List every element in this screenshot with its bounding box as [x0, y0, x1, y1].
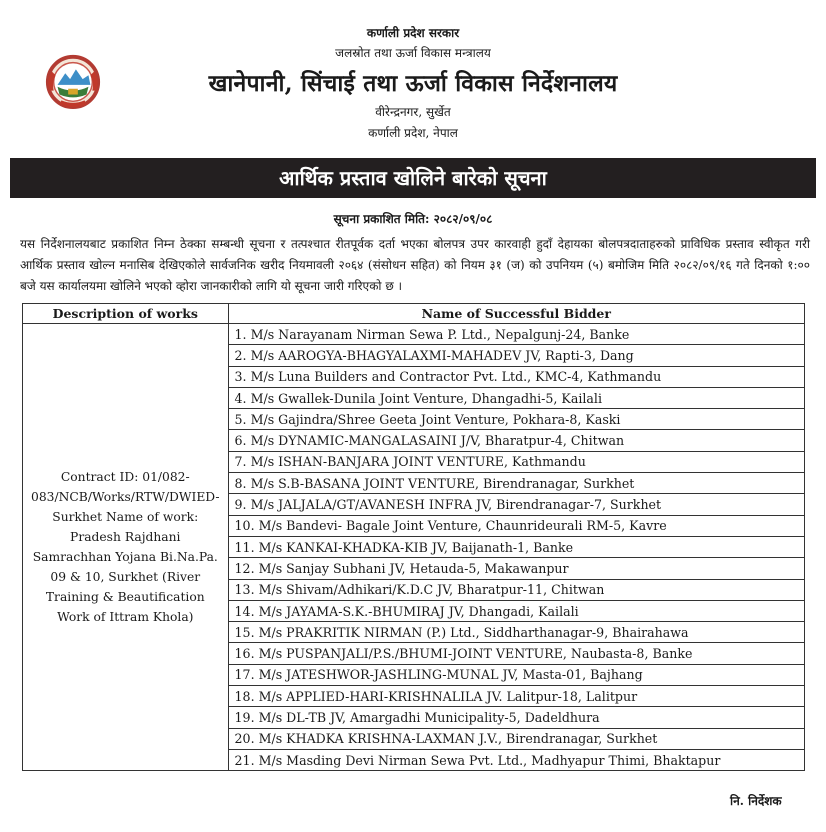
bidder-cell: 2. M/s AAROGYA-BHAGYALAXMI-MAHADEV JV, Rapti-3, Dang [228, 345, 804, 366]
bidder-cell: 18. M/s APPLIED-HARI-KRISHNALILA JV. Lalitpur-18, Lalitpur [228, 686, 804, 707]
description-column-header: Description of works [23, 304, 229, 324]
ministry-name: जलस्रोत तथा ऊर्जा विकास मन्त्रालय [335, 46, 491, 60]
bidder-cell: 4. M/s Gwallek-Dunila Joint Venture, Dhangadhi-5, Kailali [228, 387, 804, 408]
bidder-column-header: Name of Successful Bidder [228, 304, 804, 324]
bidder-cell: 5. M/s Gajindra/Shree Geeta Joint Venture, Pokhara-8, Kaski [228, 409, 804, 430]
bidder-cell: 21. M/s Masding Devi Nirman Sewa Pvt. Ltd., Madhyapur Thimi, Bhaktapur [228, 749, 804, 770]
table-header-row [23, 304, 805, 324]
bidder-cell: 9. M/s JALJALA/GT/AVANESH INFRA JV, Birendranagar-7, Surkhet [228, 494, 804, 515]
directorate-title: खानेपानी, सिंचाई तथा ऊर्जा विकास निर्देशनालय [208, 70, 618, 97]
bidder-cell: 14. M/s JAYAMA-S.K.-BHUMIRAJ JV, Dhangadi, Kailali [228, 600, 804, 621]
bidder-cell: 8. M/s S.B-BASANA JOINT VENTURE, Birendranagar, Surkhet [228, 473, 804, 494]
bidder-cell: 6. M/s DYNAMIC-MANGALASAINI J/V, Bharatpur-4, Chitwan [228, 430, 804, 451]
work-description: Contract ID: 01/082-083/NCB/Works/RTW/DWIED- Surkhet Name of work: Pradesh Rajdhani Samrachhan Yojana Bi.Na.Pa. 09 & 10, Surkhet (River Training & Beautification Work of Ittram Khola) [23, 324, 229, 771]
published-date: सूचना प्रकाशित मिति: २०८२/०९/०८ [333, 212, 493, 226]
bidder-cell: 15. M/s PRAKRITIK NIRMAN (P.) Ltd., Siddharthanagar-9, Bhairahawa [228, 622, 804, 643]
document-header [0, 0, 826, 150]
bidder-cell: 17. M/s JATESHWOR-JASHLING-MUNAL JV, Masta-01, Bajhang [228, 664, 804, 685]
bidder-cell: 11. M/s KANKAI-KHADKA-KIB JV, Baijanath-1, Banke [228, 536, 804, 557]
office-province: कर्णाली प्रदेश, नेपाल [368, 126, 458, 140]
bidder-cell: 13. M/s Shivam/Adhikari/K.D.C JV, Bharatpur-11, Chitwan [228, 579, 804, 600]
office-city: वीरेन्द्रनगर, सुर्खेत [375, 105, 451, 119]
table-row [23, 324, 805, 345]
government-name: कर्णाली प्रदेश सरकार [366, 26, 460, 40]
bidder-cell: 16. M/s PUSPANJALI/P.S./BHUMI-JOINT VENTURE, Naubasta-8, Banke [228, 643, 804, 664]
notice-title-banner: आर्थिक प्रस्ताव खोलिने बारेको सूचना [10, 158, 816, 198]
bidder-cell: 19. M/s DL-TB JV, Amargadhi Municipality-5, Dadeldhura [228, 707, 804, 728]
bidder-cell: 12. M/s Sanjay Subhani JV, Hetauda-5, Makawanpur [228, 558, 804, 579]
notice-body: यस निर्देशनालयबाट प्रकाशित निम्न ठेक्का सम्बन्धी सूचना र तत्पश्चात रीतपूर्वक दर्ता भएका बोलपत्र उपर कारवाही हुदाँ देहायका बोलपत्रदाताहरुको प्राविधिक प्रस्ताव स्वीकृत गरी आर्थिक प्रस्ताव खोल्न मनासिब देखिएकोले सार्वजनिक खरीद नियमावली २०६४ (संसोधन सहित) को नियम ३१ (ज) को उपनियम (५) बमोजिम मिति २०८२/०९/१६ गते दिनको १:०० बजे यस कार्यालयमा खोलिने भएको व्होरा जानकारीको लागि यो सूचना जारी गरिएको छ । [20, 237, 810, 293]
bidder-cell: 20. M/s KHADKA KRISHNA-LAXMAN J.V., Birendranagar, Surkhet [228, 728, 804, 749]
bidder-cell: 7. M/s ISHAN-BANJARA JOINT VENTURE, Kathmandu [228, 451, 804, 472]
signature-designation: नि. निर्देशक [730, 794, 782, 808]
successful-bidders-table [22, 303, 805, 771]
bidder-cell: 10. M/s Bandevi- Bagale Joint Venture, Chaunrideurali RM-5, Kavre [228, 515, 804, 536]
bidder-cell: 3. M/s Luna Builders and Contractor Pvt. Ltd., KMC-4, Kathmandu [228, 366, 804, 387]
bidder-cell: 1. M/s Narayanam Nirman Sewa P. Ltd., Nepalgunj-24, Banke [228, 324, 804, 345]
